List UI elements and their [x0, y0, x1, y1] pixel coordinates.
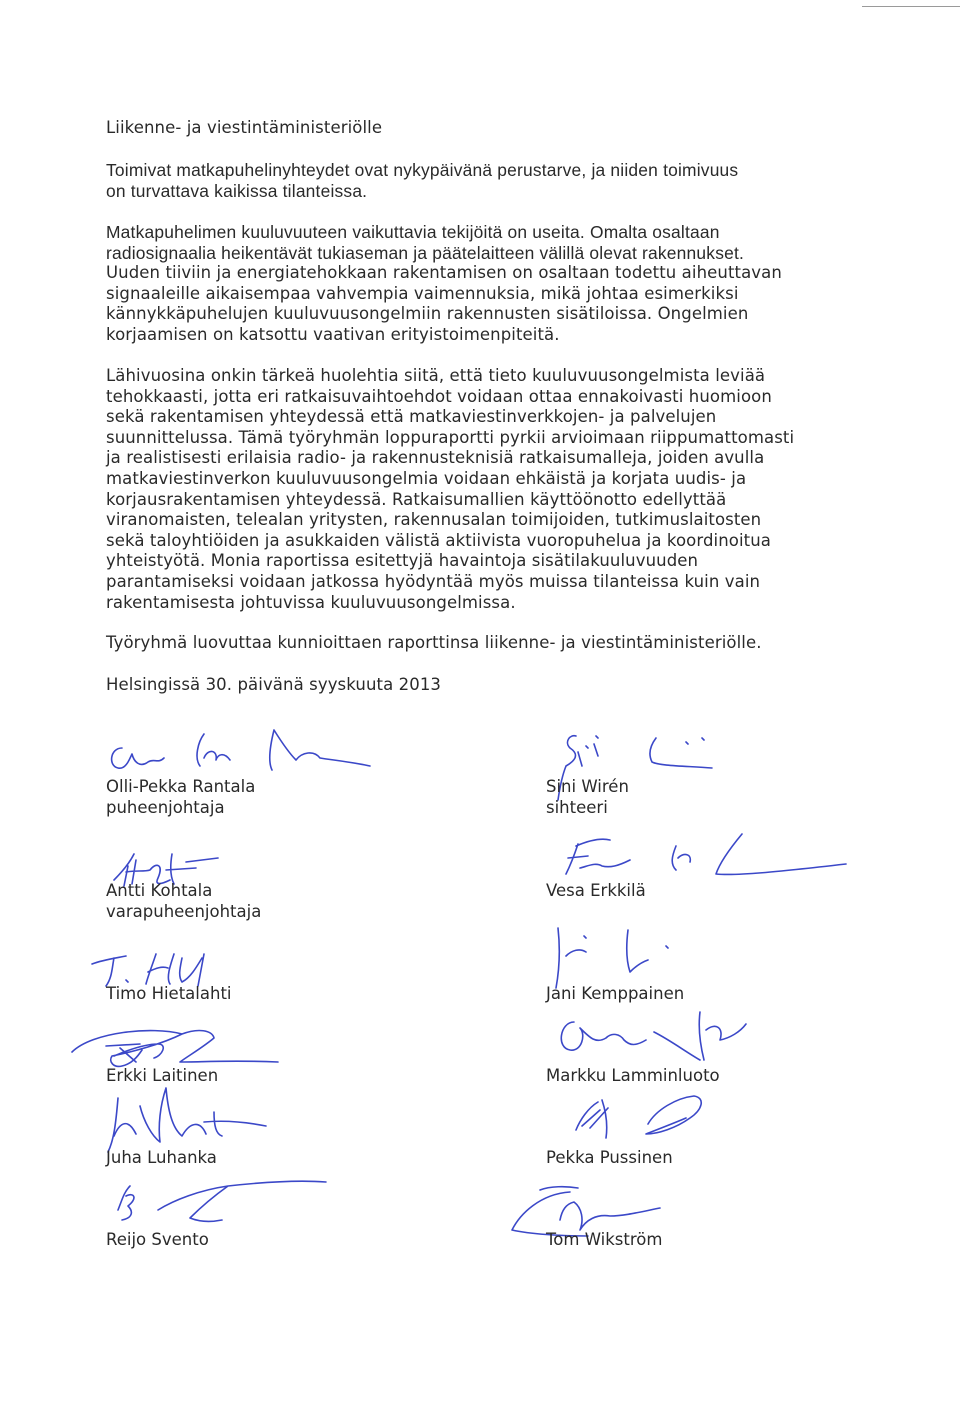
signatory-name: Sini Wirén	[546, 777, 629, 796]
signatory-role: puheenjohtaja	[106, 798, 225, 817]
signatory-name: Erkki Laitinen	[106, 1066, 219, 1085]
signatory-role: varapuheenjohtaja	[106, 902, 262, 921]
signatory-name: Olli-Pekka Rantala	[106, 777, 256, 796]
place-date: Helsingissä 30. päivänä syyskuuta 2013	[106, 675, 442, 694]
paragraph-3: Lähivuosina onkin tärkeä huolehtia siitä, että tieto kuuluvuusongelmista leviää tehokkaasti, jotta eri ratkaisuvaihtoehdot voidaan ottaa ennakoivasti huomioon sekä rakentamisen yhteydessä että matkaviestinverkkojen- ja palvelujen suunnittelussa. Tämä työryhmän loppuraportti pyrkii arvioimaan riippumattomasti ja realistisesti erilaisia radio- ja rakennusteknisiä ratkaisumalleja, joiden avulla matkaviestinverkon kuuluvuusongelmia voidaan ehkäistä ja korjata uudis- ja korjausrakentamisen yhteydessä. Ratkaisumallien käyttöönotto edellyttää viranomaisten, telealan yritysten, rakennusalan toimijoiden, tutkimuslaitosten sekä taloyhtiöiden ja asukkaiden välistä aktiivista vuoropuhelua ja koordinoitua yhteistyötä. Monia raportissa esitettyjä havaintoja sisätilakuuluvuuden parantamiseksi voidaan jatkossa hyödyntää myös muissa tilanteissa kuin vain rakentamisesta johtuvissa kuuluvuusongelmissa.	[106, 366, 795, 612]
signatory-name: Jani Kemppainen	[546, 984, 685, 1003]
paragraph-2a: Matkapuhelimen kuuluvuuteen vaikuttavia tekijöitä on useita. Omalta osaltaan radiosignaalia heikentävät tukiaseman ja päätelaitteen välillä olevat rakennukset.	[106, 222, 745, 263]
paragraph-2b: Uuden tiiviin ja energiatehokkaan rakentamisen on osaltaan todettu aiheuttavan signaaleille aikaisempaa vahvempia vaimennuksia, mikä johtaa esimerkiksi kännykkäpuhelujen kuuluvuusongelmiin rakennusten sisätiloissa. Ongelmien korjaamisen on katsottu vaativan erityistoimenpiteitä.	[106, 263, 782, 344]
signatory-name: Pekka Pussinen	[546, 1148, 673, 1167]
handwritten-signature-svento	[104, 1170, 334, 1234]
signatory-name: Markku Lamminluoto	[546, 1066, 720, 1085]
signatory-name: Timo Hietalahti	[106, 984, 232, 1003]
handwritten-signature-erkkila	[546, 826, 856, 886]
paragraph-1: Toimivat matkapuhelinyhteydet ovat nykypäivänä perustarve, ja niiden toimivuus on turvattava kaikissa tilanteissa.	[106, 160, 739, 201]
top-edge-line	[862, 6, 960, 7]
addressee: Liikenne- ja viestintäministeriölle	[106, 118, 383, 137]
signatory-name: Tom Wikström	[546, 1230, 663, 1249]
handwritten-signature-lamminluoto	[540, 1004, 760, 1072]
paragraph-4: Työryhmä luovuttaa kunnioittaen raporttinsa liikenne- ja viestintäministeriölle.	[106, 633, 762, 652]
signatory-name: Juha Luhanka	[106, 1148, 217, 1167]
signatory-name: Vesa Erkkilä	[546, 881, 646, 900]
signatory-name: Reijo Svento	[106, 1230, 209, 1249]
signatory-role: sihteeri	[546, 798, 608, 817]
handwritten-signature-pussinen	[546, 1090, 726, 1154]
signatory-name: Antti Kohtala	[106, 881, 213, 900]
handwritten-signature-kemppainen	[536, 916, 716, 992]
